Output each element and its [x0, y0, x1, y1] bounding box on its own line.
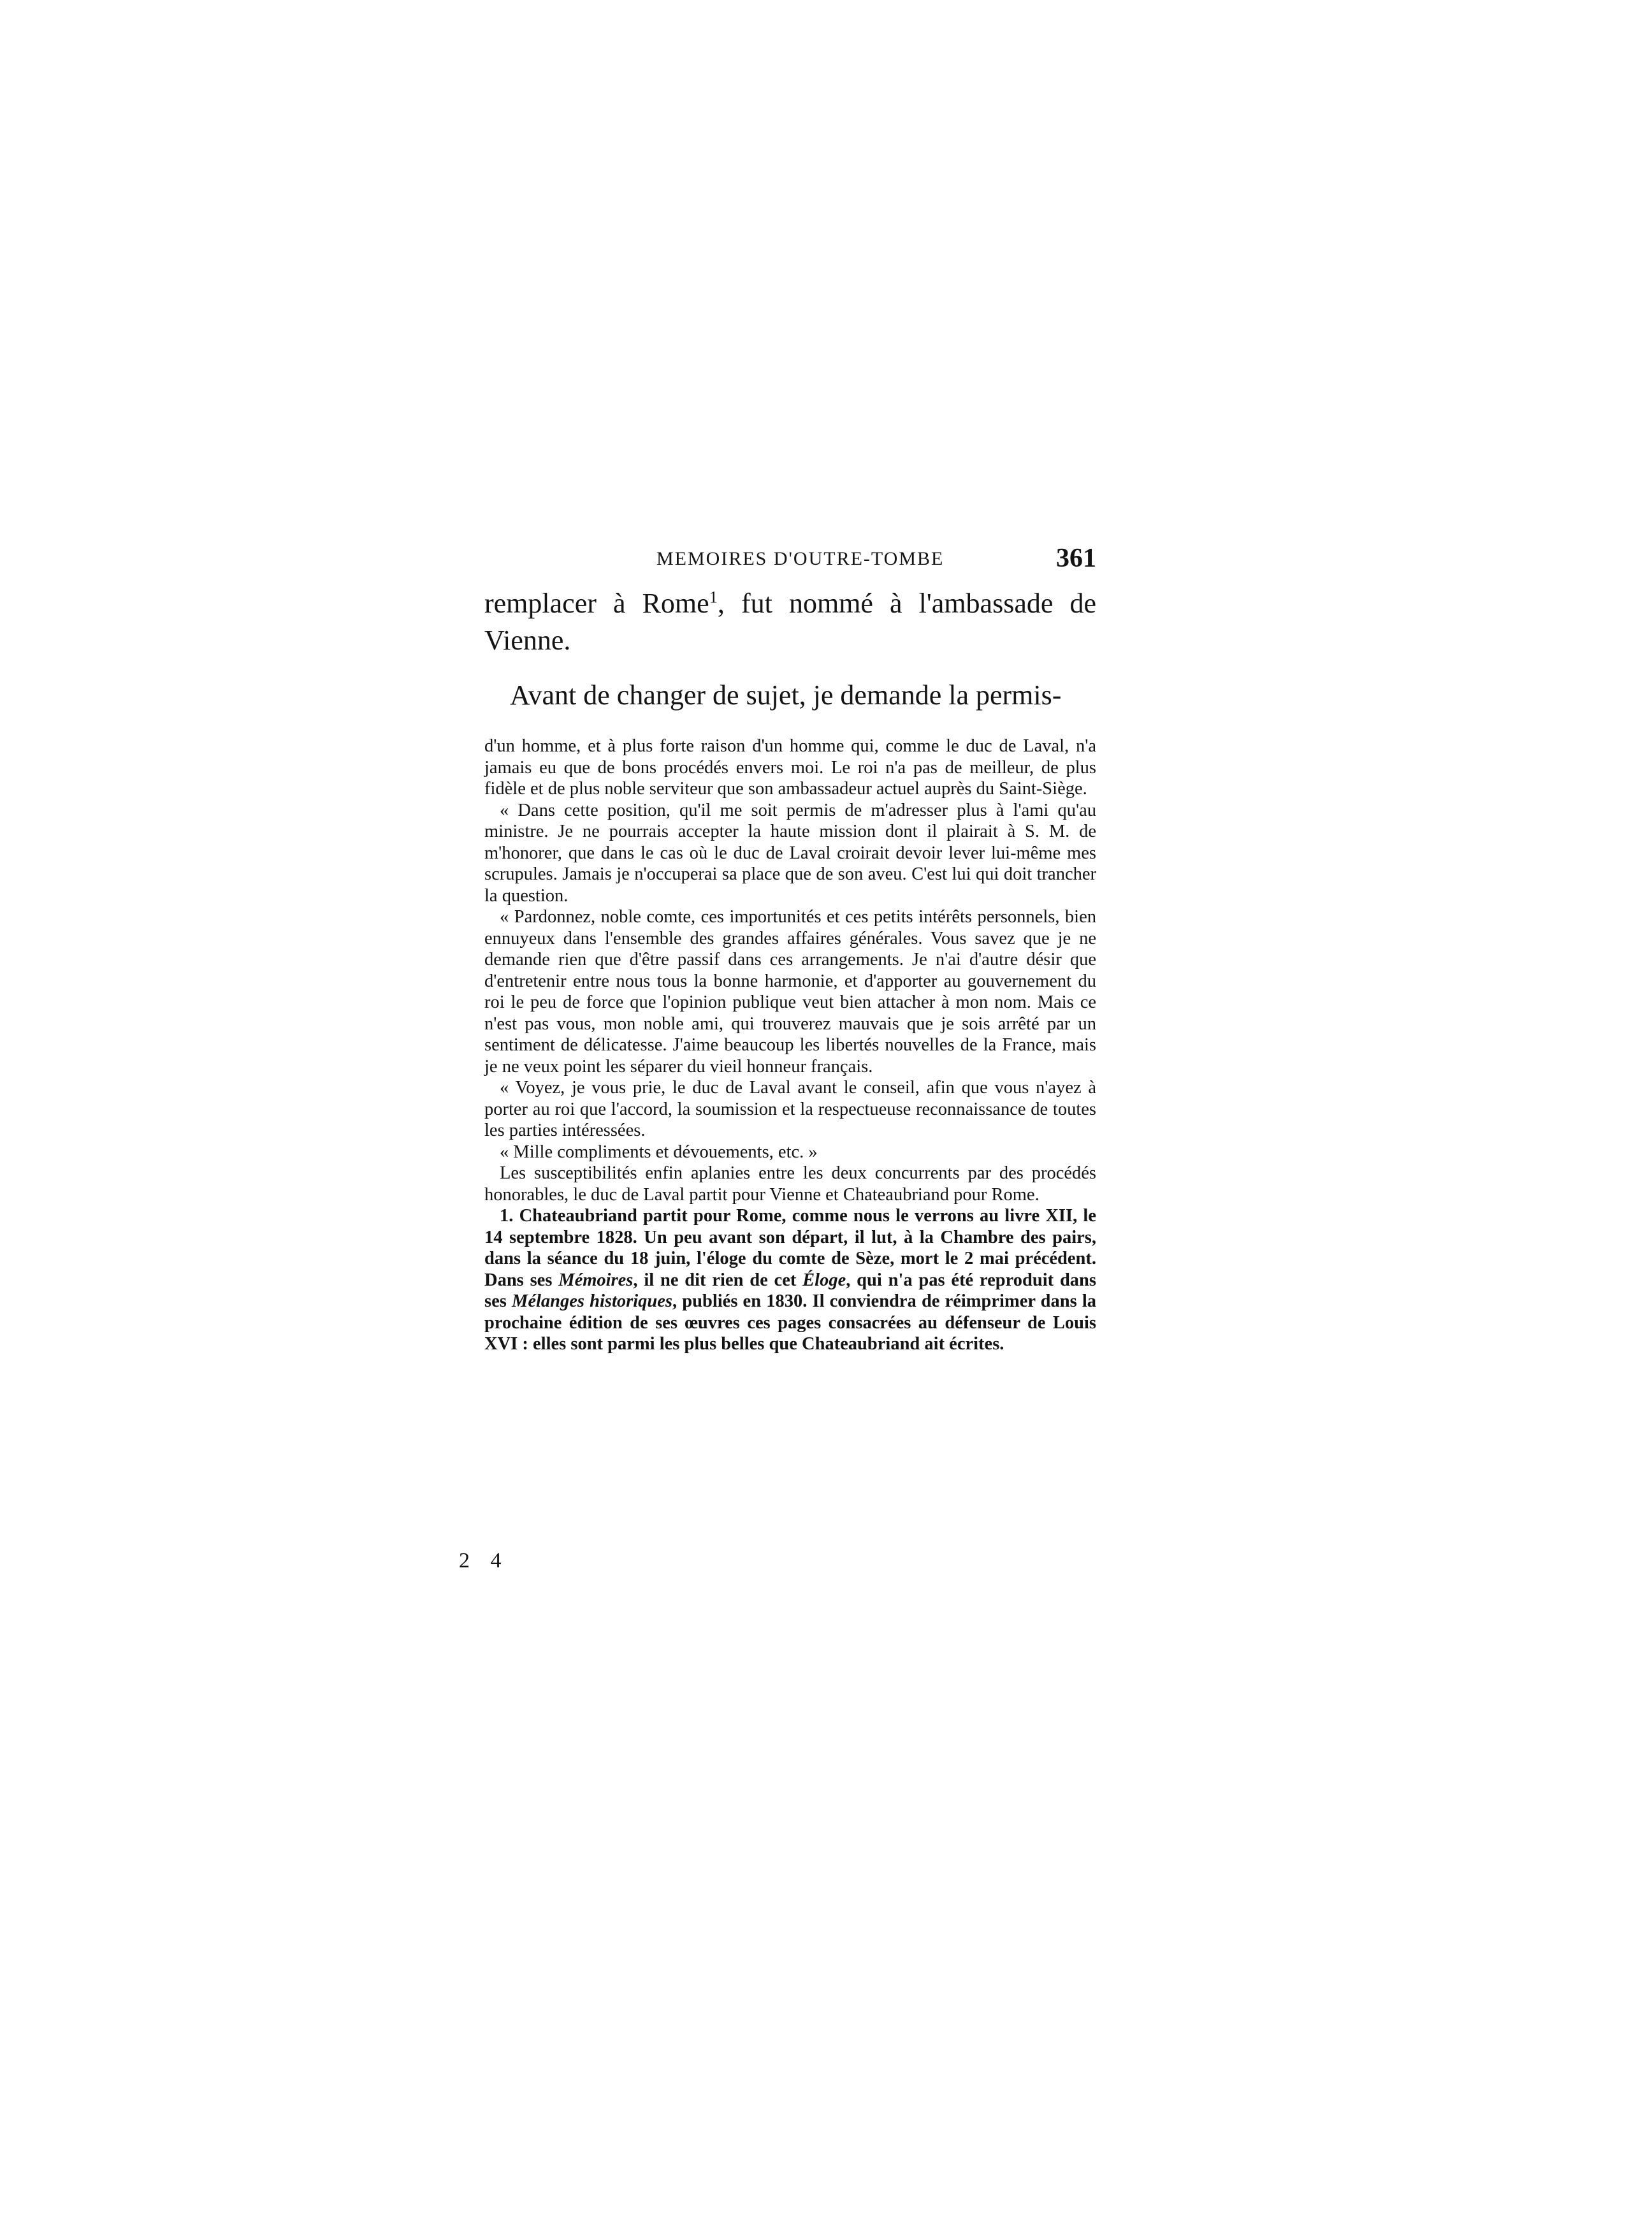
footnote-block — [484, 736, 1096, 1355]
note-paragraph: Les susceptibilités enfin aplanies entre les deux concurrents par des procédés honorables, le duc de Laval partit pour Vienne et Chateaubriand pour Rome. — [484, 1163, 1096, 1205]
note-paragraph: « Pardonnez, noble comte, ces importunités et ces petits intérêts personnels, bien ennuyeux dans l'ensemble des grandes affaires générales. Vous savez que je ne demande rien que d'être passif dans ces arrangements. Je n'ai d'autre désir que d'entretenir entre nous tous la bonne harmonie, et d'apporter au gouvernement du roi le peu de force que l'opinion publique veut bien attacher à mon nom. Mais ce n'est pas vous, mon noble ami, qui trouverez mauvais que je sois arrêté par un sentiment de délicatesse. J'aime beaucoup les libertés nouvelles de la France, mais je ne veux point les séparer du vieil honneur français. — [484, 907, 1096, 1077]
footnote-italic: Mélanges historiques — [511, 1291, 673, 1311]
note-paragraph: d'un homme, et à plus forte raison d'un homme qui, comme le duc de Laval, n'a jamais eu que de bons procédés envers moi. Le roi n'a pas de meilleur, de plus fidèle et de plus noble serviteur que son ambassadeur actuel auprès du Saint-Siège. — [484, 736, 1096, 799]
footnote-text: , il ne dit rien de cet — [633, 1270, 803, 1290]
lead-paragraph-2: Avant de changer de sujet, je demande la permis- — [510, 679, 1062, 711]
footnote-italic: Éloge — [802, 1270, 846, 1290]
lead-text-rest: , fut nommé à l'ambassade de Vienne. — [484, 588, 1096, 656]
footnote-ref: 1 — [709, 587, 718, 607]
page-number: 361 — [1056, 544, 1096, 573]
running-title: MEMOIRES D'OUTRE-TOMBE — [656, 548, 945, 569]
note-paragraph: « Dans cette position, qu'il me soit permis de m'adresser plus à l'ami qu'au ministre. Je ne pourrais accepter la haute mission dont il plairait à S. M. de m'honorer, que dans le cas où le duc de Laval croirait devoir lever lui-même mes scrupules. Jamais je n'occuperai sa place que de son aveu. C'est lui qui doit trancher la question. — [484, 800, 1096, 906]
footnote-text: , publiés en 1830. Il conviendra de réimprimer dans la prochaine édition de ses œuvres ces pages consacrées au défenseur de Louis XVI : elles sont parmi les plus belles que Chateaubriand ait écrites. — [484, 1291, 1096, 1354]
note-paragraph: « Voyez, je vous prie, le duc de Laval avant le conseil, afin que vous n'ayez à porter au roi que l'accord, la soumission et la respectueuse reconnaissance de toutes les parties intéressées. — [484, 1078, 1096, 1140]
running-head — [484, 543, 1096, 581]
footnote-text: 1. Chateaubriand partit pour Rome, comme nous le verrons au livre XII, le 14 septembre 1828. Un peu avant son départ, il lut, à la Chambre des pairs, dans la séance du 18 juin, l'éloge du comte de Sèze, mort le 2 mai précédent. Dans ses — [484, 1206, 1096, 1290]
footnote-text: , qui n'a pas été reproduit dans ses — [484, 1270, 1096, 1311]
lead-text: remplacer à Rome — [484, 588, 709, 619]
footnote-1 — [484, 1205, 1096, 1355]
lead-paragraph — [484, 585, 1096, 659]
note-paragraph: « Mille compliments et dévouements, etc. » — [500, 1142, 818, 1162]
signature-mark: 2 4 — [459, 1549, 509, 1572]
footnote-italic: Mémoires — [558, 1270, 634, 1290]
